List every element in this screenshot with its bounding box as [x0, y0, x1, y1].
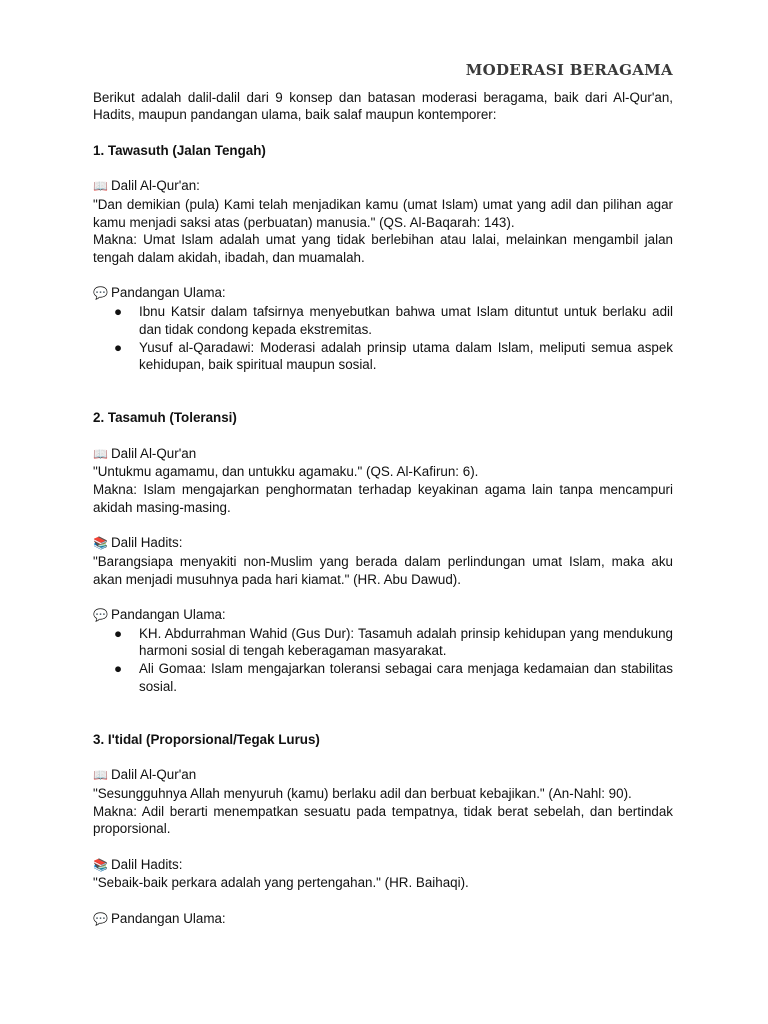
open-book-icon: 📖 — [93, 446, 108, 461]
open-book-icon: 📖 — [93, 179, 108, 194]
intro-paragraph: Berikut adalah dalil-dalil dari 9 konsep dan batasan moderasi beragama, baik dari Al-Qur'an, Hadits, maupun pandangan ulama, baik salaf maupun kontemporer: — [93, 89, 673, 123]
ulama-list — [93, 303, 673, 374]
quran-text: "Dan demikian (pula) Kami telah menjadikan kamu (umat Islam) umat yang adil dan pilihan agar kamu menjadi saksi atas (perbuatan) manusia." (QS. Al-Baqarah: 143). — [93, 196, 673, 230]
ulama-label: 💬 Pandangan Ulama: — [93, 910, 673, 929]
ulama-list — [93, 625, 673, 696]
hadits-label: 📚 Dalil Hadits: — [93, 534, 673, 553]
list-item: ● Ibnu Katsir dalam tafsirnya menyebutkan bahwa umat Islam dituntut untuk berlaku adil dan tidak condong kepada ekstremitas. — [114, 304, 673, 337]
books-icon: 📚 — [93, 857, 108, 872]
quran-text: "Untukmu agamamu, dan untukku agamaku." (QS. Al-Kafirun: 6). — [93, 464, 479, 480]
bullet-icon: ● — [114, 304, 123, 320]
speech-bubble-icon: 💬 — [93, 286, 108, 301]
bullet-icon: ● — [114, 661, 123, 677]
hadits-label: 📚 Dalil Hadits: — [93, 856, 673, 875]
quran-label: 📖 Dalil Al-Qur'an: — [93, 177, 673, 196]
quran-label: 📖 Dalil Al-Qur'an — [93, 445, 673, 464]
makna-text: Makna: Adil berarti menempatkan sesuatu pada tempatnya, tidak berat sebelah, dan bertindak proporsional. — [93, 803, 673, 837]
document-title: MODERASI BERAGAMA — [465, 61, 673, 79]
books-icon: 📚 — [93, 536, 108, 551]
quran-label: 📖 Dalil Al-Qur'an — [93, 766, 673, 785]
ulama-label: 💬 Pandangan Ulama: — [93, 284, 673, 303]
hadits-text: "Barangsiapa menyakiti non-Muslim yang berada dalam perlindungan umat Islam, maka aku akan menjadi musuhnya pada hari kiamat." (HR. Abu Dawud). — [93, 553, 673, 587]
ulama-label: 💬 Pandangan Ulama: — [93, 606, 673, 625]
quran-text: "Sesungguhnya Allah menyuruh (kamu) berlaku adil dan berbuat kebajikan." (An-Nahl: 90). — [93, 785, 632, 801]
makna-text: Makna: Islam mengajarkan penghormatan terhadap keyakinan agama lain tanpa mencampuri akidah masing-masing. — [93, 482, 673, 515]
list-item: ● Ali Gomaa: Islam mengajarkan toleransi sebagai cara menjaga kedamaian dan stabilitas sosial. — [114, 661, 673, 694]
hadits-text: "Sebaik-baik perkara adalah yang pertengahan." (HR. Baihaqi). — [93, 875, 469, 891]
bullet-icon: ● — [114, 625, 123, 641]
open-book-icon: 📖 — [93, 768, 108, 783]
document-page — [93, 62, 673, 929]
speech-bubble-icon: 💬 — [93, 911, 108, 926]
makna-text: Makna: Umat Islam adalah umat yang tidak berlebihan atau lalai, melainkan mengambil jalan tengah dalam akidah, ibadah, dan muamalah. — [93, 232, 673, 265]
section-heading: 2. Tasamuh (Toleransi) — [93, 410, 237, 426]
bullet-icon: ● — [114, 339, 123, 355]
speech-bubble-icon: 💬 — [93, 607, 108, 622]
section-heading: 3. I'tidal (Proporsional/Tegak Lurus) — [93, 731, 320, 747]
list-item: ● Yusuf al-Qaradawi: Moderasi adalah prinsip utama dalam Islam, meliputi semua aspek kehidupan, baik spiritual maupun sosial. — [114, 339, 673, 373]
section-heading: 1. Tawasuth (Jalan Tengah) — [93, 142, 266, 158]
list-item: ● KH. Abdurrahman Wahid (Gus Dur): Tasamuh adalah prinsip kehidupan yang mendukung harmoni sosial di tengah keberagaman masyarakat. — [114, 625, 673, 659]
